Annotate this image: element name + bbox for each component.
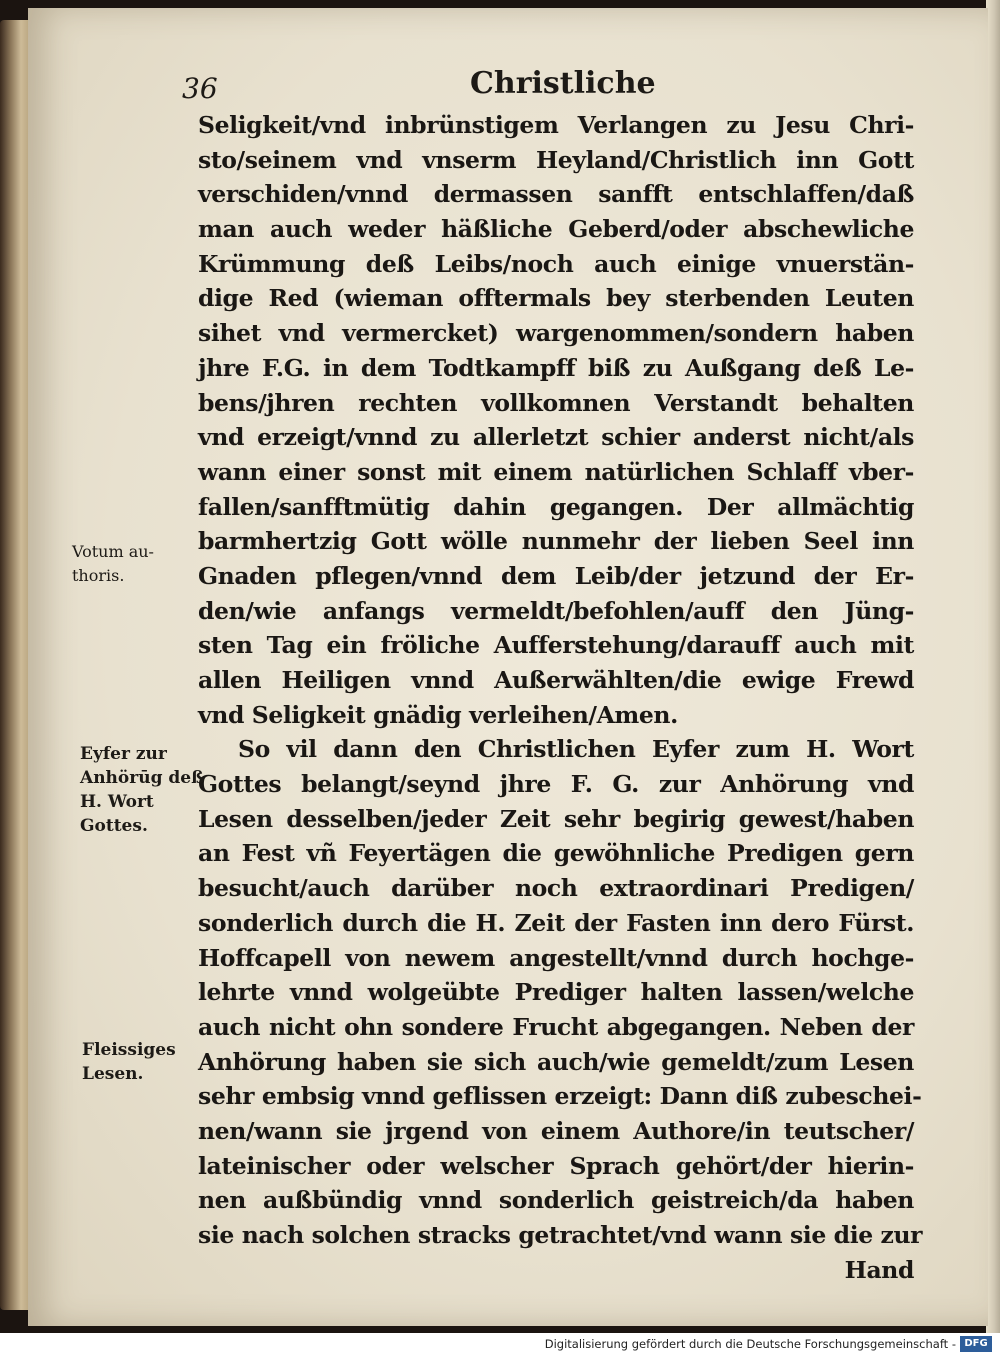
text-line: sten Tag ein fröliche Aufferstehung/darauff auch mit	[198, 631, 914, 660]
text-line: Anhörung haben sie sich auch/wie gemeldt/zum Lesen	[198, 1047, 914, 1076]
page-edge	[986, 0, 1000, 1333]
marginal-note-line: Eyfer zur	[80, 744, 167, 764]
text-line: Krümmung deß Leibs/noch auch einige vnuerstän-	[198, 249, 914, 278]
text-line: Gnaden pflegen/vnnd dem Leib/der jetzund der Er-	[198, 561, 914, 590]
page-number: 36	[182, 72, 218, 105]
marginal-note-line: Anhörūg deß	[80, 768, 204, 788]
text-line: nen/wann sie jrgend von einem Authore/in teutscher/	[198, 1116, 914, 1145]
marginal-note-votum	[72, 540, 154, 588]
text-line: Gottes belangt/seynd jhre F. G. zur Anhörung vnd	[198, 770, 914, 799]
text-line: vnd erzeigt/vnnd zu allerletzt schier anderst nicht/als	[198, 423, 914, 452]
text-line: Lesen desselben/jeder Zeit sehr begirig gewest/haben	[198, 804, 914, 833]
text-line: sie nach solchen stracks getrachtet/vnd wann sie die zur	[198, 1221, 923, 1249]
text-line: allen Heiligen vnnd Außerwählten/die ewige Frewd	[198, 666, 914, 694]
marginal-note-line: Votum au-	[72, 542, 154, 561]
text-line: Seligkeit/vnd inbrünstigem Verlangen zu Jesu Chri-	[198, 111, 914, 139]
text-line: jhre F.G. in dem Todtkampff biß zu Außgang deß Le-	[198, 353, 914, 382]
text-line: So vil dann den Christlichen Eyfer zum H. Wort	[238, 735, 914, 764]
text-line: vnd Seligkeit gnädig verleihen/Amen.	[198, 700, 678, 729]
text-line: lehrte vnnd wolgeübte Prediger halten lassen/welche	[198, 978, 914, 1007]
marginal-note-line: Lesen.	[82, 1064, 144, 1084]
marginal-note-eyfer	[80, 742, 204, 838]
text-line: lateinischer oder welscher Sprach gehört/der hierin-	[198, 1151, 914, 1180]
text-line: man auch weder häßliche Geberd/oder abschewliche	[198, 215, 914, 244]
text-line: an Fest vñ Feyertägen die gewöhnliche Predigen gern	[198, 839, 914, 868]
footer-bar	[0, 1333, 1000, 1356]
text-line: besucht/auch darüber noch extraordinari Predigen/	[198, 874, 914, 903]
text-line: barmhertzig Gott wölle nunmehr der lieben Seel inn	[198, 527, 914, 556]
text-line: den/wie anfangs vermeldt/befohlen/auff den Jüng-	[198, 596, 914, 625]
catchword: Hand	[844, 1255, 914, 1284]
text-line: sehr embsig vnnd geflissen erzeigt: Dann diß zubeschei-	[198, 1082, 922, 1111]
funding-credit: Digitalisierung gefördert durch die Deutsche Forschungsgemeinschaft -	[544, 1337, 956, 1351]
text-line: wann einer sonst mit einem natürlichen Schlaff vber-	[198, 457, 914, 486]
text-line: verschiden/vnnd dermassen sanfft entschlaffen/daß	[198, 180, 914, 209]
marginal-note-line: thoris.	[72, 566, 125, 585]
marginal-note-line: Fleissiges	[82, 1040, 176, 1060]
marginal-note-line: Gottes.	[80, 816, 148, 836]
running-head: Christliche	[470, 66, 656, 101]
text-line: Hoffcapell von newem angestellt/vnnd durch hochge-	[198, 943, 914, 972]
text-line: sto/seinem vnd vnserm Heyland/Christlich inn Gott	[198, 145, 914, 174]
book-spine-edge	[0, 20, 30, 1310]
text-line: dige Red (wieman offtermals bey sterbenden Leuten	[198, 284, 914, 313]
body-text	[198, 108, 923, 1287]
text-line: auch nicht ohn sondere Frucht abgegangen. Neben der	[198, 1012, 914, 1041]
text-line: bens/jhren rechten vollkomnen Verstandt behalten	[198, 388, 914, 417]
marginal-note-lesen	[82, 1038, 176, 1086]
text-line: sihet vnd vermercket) wargenommen/sondern haben	[198, 319, 914, 348]
text-line: sonderlich durch die H. Zeit der Fasten inn dero Fürst.	[198, 908, 914, 937]
text-line: nen außbündig vnnd sonderlich geistreich/da haben	[198, 1186, 914, 1215]
marginal-note-line: H. Wort	[80, 792, 154, 812]
text-line: fallen/sanfftmütig dahin gegangen. Der allmächtig	[198, 492, 914, 521]
dfg-logo: DFG	[960, 1336, 992, 1352]
